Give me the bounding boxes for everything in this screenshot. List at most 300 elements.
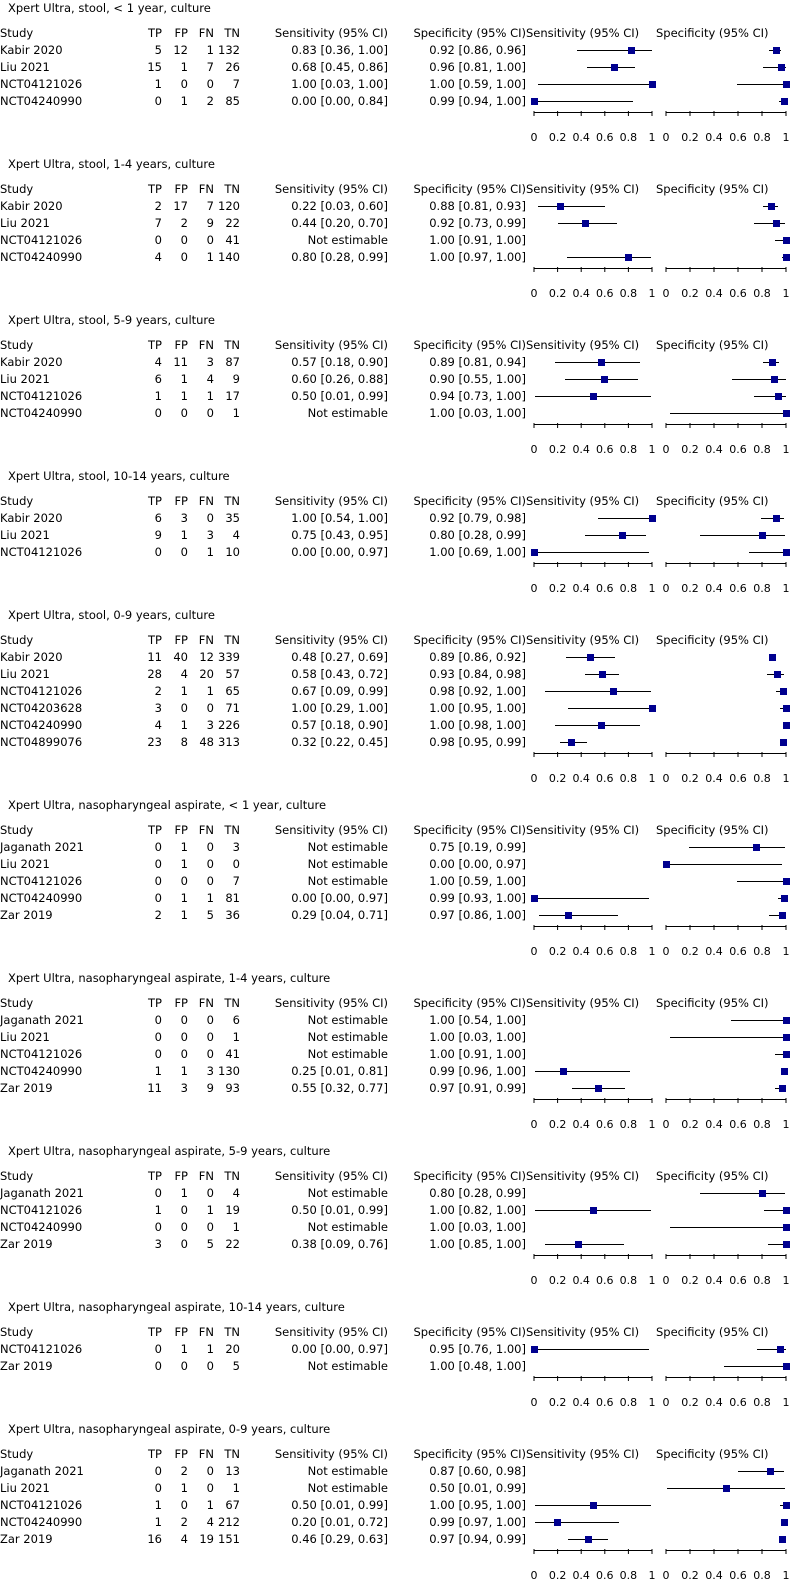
- cell-sensitivity-plot: [526, 907, 656, 924]
- cell-sensitivity-plot: [526, 59, 656, 76]
- cell-tn: 1: [232, 1481, 240, 1495]
- table-row: [0, 198, 798, 215]
- sensitivity-axis-tick-label: 0: [530, 442, 538, 456]
- sensitivity-axis-tick-label: 0.4: [572, 442, 590, 456]
- cell-specificity-text: 0.89 [0.86, 0.92]: [429, 650, 526, 664]
- cell-study: NCT04240990: [0, 1220, 83, 1234]
- sensitivity-axis-tick-label: 0.4: [572, 1568, 590, 1582]
- sensitivity-axis-tick-label: 0.6: [596, 442, 614, 456]
- cell-specificity-text: 0.99 [0.93, 1.00]: [429, 891, 526, 905]
- cell-sensitivity-plot: [526, 1219, 656, 1236]
- cell-specificity-plot: [656, 405, 798, 422]
- col-header-fp: FP: [174, 338, 188, 352]
- col-header-tp: TP: [148, 633, 162, 647]
- plot-header-sensitivity: Sensitivity (95% CI): [526, 494, 640, 508]
- sensitivity-axis-tick-label: 0.8: [619, 1395, 638, 1409]
- col-header-tp: TP: [148, 996, 162, 1010]
- specificity-axis-labels: [656, 283, 798, 300]
- specificity-axis-tick-label: 0.6: [729, 1395, 747, 1409]
- cell-fn: 0: [206, 701, 214, 715]
- cell-fn: 0: [206, 1013, 214, 1027]
- axis-label-spacer: [0, 768, 526, 785]
- sensitivity-axis-tick-label: 0.2: [548, 1117, 567, 1131]
- table-row: [0, 1202, 798, 1219]
- cell-study: Kabir 2020: [0, 355, 63, 369]
- cell-specificity-text: 1.00 [0.91, 1.00]: [429, 1047, 526, 1061]
- cell-fn: 4: [206, 1515, 214, 1529]
- sensitivity-axis-tick-label: 0.2: [548, 286, 567, 300]
- cell-tp: 0: [154, 1220, 162, 1234]
- cell-fn: 9: [206, 216, 214, 230]
- table-row: [0, 907, 798, 924]
- sensitivity-point-marker: [601, 376, 608, 383]
- specificity-axis-cell: [656, 924, 798, 941]
- cell-specificity-plot: [656, 1046, 798, 1063]
- axis-label-spacer: [0, 439, 526, 456]
- plot-header-specificity: Specificity (95% CI): [656, 823, 769, 837]
- cell-specificity-text: 1.00 [0.97, 1.00]: [429, 250, 526, 264]
- specificity-point-marker: [759, 532, 766, 539]
- cell-tn: 7: [232, 874, 240, 888]
- specificity-ci-line: [749, 552, 786, 553]
- cell-tn: 17: [225, 389, 240, 403]
- cell-tp: 0: [154, 840, 162, 854]
- forest-panel: [0, 0, 790, 156]
- table-row: [0, 1080, 798, 1097]
- col-header-tp: TP: [148, 823, 162, 837]
- cell-sensitivity-plot: [526, 1012, 656, 1029]
- sensitivity-axis-labels: [526, 941, 656, 958]
- sensitivity-axis-tick-label: 0: [530, 1395, 538, 1409]
- cell-sensitivity-text: 0.00 [0.00, 0.97]: [291, 891, 388, 905]
- cell-fn: 3: [206, 1064, 214, 1078]
- specificity-ci-line: [738, 1471, 784, 1472]
- sensitivity-axis-tick-label: 0: [530, 130, 538, 144]
- axis-row-spacer: [0, 110, 526, 127]
- cell-fp: 0: [180, 1013, 188, 1027]
- cell-specificity-plot: [656, 1358, 798, 1375]
- sensitivity-axis-tick-label: 0.6: [596, 1568, 614, 1582]
- axis-row: [0, 266, 798, 283]
- cell-tn: 1: [232, 1220, 240, 1234]
- axis-row-spacer: [0, 1548, 526, 1565]
- axis-label-spacer: [0, 127, 526, 144]
- cell-tn: 22: [225, 1237, 240, 1251]
- cell-tp: 6: [154, 372, 162, 386]
- cell-fn: 48: [199, 735, 214, 749]
- cell-fn: 1: [206, 684, 214, 698]
- specificity-axis-labels: [656, 941, 798, 958]
- cell-fp: 1: [180, 1481, 188, 1495]
- col-header-sensitivity: Sensitivity (95% CI): [274, 823, 388, 837]
- table-row: [0, 510, 798, 527]
- axis-row-spacer: [0, 266, 526, 283]
- specificity-axis-tick-label: 0.6: [729, 286, 747, 300]
- cell-tn: 85: [225, 94, 240, 108]
- panel-title: Xpert Ultra, stool, < 1 year, culture: [8, 1, 211, 15]
- sensitivity-point-marker: [595, 1085, 602, 1092]
- axis-label-row: [0, 439, 798, 456]
- cell-tp: 0: [154, 891, 162, 905]
- cell-tn: 87: [225, 355, 240, 369]
- table-row: [0, 856, 798, 873]
- table-row: [0, 890, 798, 907]
- cell-fp: 1: [180, 840, 188, 854]
- sensitivity-axis-tick-label: 0.8: [619, 1568, 638, 1582]
- sensitivity-point-marker: [598, 359, 605, 366]
- specificity-axis-tick-label: 0: [662, 771, 670, 785]
- specificity-point-marker: [783, 549, 790, 556]
- cell-sensitivity-plot: [526, 388, 656, 405]
- cell-study: Zar 2019: [0, 1532, 53, 1546]
- sensitivity-point-marker: [582, 220, 589, 227]
- cell-tn: 0: [232, 857, 240, 871]
- col-header-fp: FP: [174, 1325, 188, 1339]
- cell-fn: 3: [206, 718, 214, 732]
- cell-study: NCT04121026: [0, 1498, 83, 1512]
- cell-tn: 81: [225, 891, 240, 905]
- cell-tp: 7: [154, 216, 162, 230]
- specificity-axis-tick-label: 0.4: [705, 130, 723, 144]
- cell-fp: 0: [180, 1047, 188, 1061]
- specificity-point-marker: [783, 1051, 790, 1058]
- table-header-row: [0, 25, 798, 42]
- axis: [656, 1549, 798, 1565]
- sensitivity-axis-tick-label: 0.2: [548, 771, 567, 785]
- table-row: [0, 1012, 798, 1029]
- sensitivity-point-marker: [628, 47, 635, 54]
- sensitivity-axis-cell: [526, 561, 656, 578]
- cell-specificity-text: 0.92 [0.86, 0.96]: [429, 43, 526, 57]
- cell-fn: 0: [206, 1030, 214, 1044]
- sensitivity-axis-tick-label: 0.2: [548, 442, 567, 456]
- cell-specificity-plot: [656, 1012, 798, 1029]
- col-header-tn: TN: [224, 633, 240, 647]
- cell-sensitivity-plot: [526, 1236, 656, 1253]
- col-header-tp: TP: [148, 338, 162, 352]
- specificity-axis-labels: [656, 578, 798, 595]
- cell-fp: 0: [180, 1220, 188, 1234]
- axis: [656, 1376, 798, 1392]
- table-row: [0, 388, 798, 405]
- plot-header-sensitivity: Sensitivity (95% CI): [526, 26, 640, 40]
- sensitivity-ci-line: [538, 84, 653, 85]
- cell-study: Jaganath 2021: [0, 840, 84, 854]
- cell-fn: 20: [199, 667, 214, 681]
- table-row: [0, 1531, 798, 1548]
- axis-row: [0, 924, 798, 941]
- cell-sensitivity-text: 0.68 [0.45, 0.86]: [291, 60, 388, 74]
- cell-specificity-text: 1.00 [0.59, 1.00]: [429, 77, 526, 91]
- sensitivity-axis-tick-label: 0.2: [548, 1395, 567, 1409]
- axis-label-row: [0, 1392, 798, 1409]
- cell-tn: 6: [232, 1013, 240, 1027]
- table-row: [0, 1358, 798, 1375]
- specificity-point-marker: [769, 359, 776, 366]
- specificity-ci-line: [670, 413, 786, 414]
- cell-tp: 9: [154, 528, 162, 542]
- cell-fn: 2: [206, 94, 214, 108]
- col-header-sensitivity: Sensitivity (95% CI): [274, 26, 388, 40]
- panel-body: [0, 1168, 790, 1287]
- cell-sensitivity-plot: [526, 215, 656, 232]
- col-header-specificity: Specificity (95% CI): [413, 823, 526, 837]
- cell-sensitivity-text: 0.44 [0.20, 0.70]: [291, 216, 388, 230]
- sensitivity-ci-line: [539, 915, 618, 916]
- col-header-fn: FN: [198, 823, 214, 837]
- panel-body: [0, 632, 790, 785]
- cell-tn: 120: [218, 199, 240, 213]
- cell-fn: 0: [206, 233, 214, 247]
- table-row: [0, 42, 798, 59]
- col-header-study: Study: [0, 182, 34, 196]
- forest-panel: [0, 1421, 790, 1594]
- col-header-fn: FN: [198, 996, 214, 1010]
- specificity-point-marker: [773, 220, 780, 227]
- sensitivity-axis-tick-label: 0.8: [619, 581, 638, 595]
- table-row: [0, 1497, 798, 1514]
- cell-specificity-plot: [656, 544, 798, 561]
- specificity-point-marker: [773, 515, 780, 522]
- col-header-sensitivity: Sensitivity (95% CI): [274, 996, 388, 1010]
- cell-specificity-text: 0.99 [0.94, 1.00]: [429, 94, 526, 108]
- plot-header-sensitivity: Sensitivity (95% CI): [526, 823, 640, 837]
- forest-panel: [0, 1143, 790, 1299]
- cell-tn: 7: [232, 77, 240, 91]
- cell-specificity-plot: [656, 1080, 798, 1097]
- cell-specificity-plot: [656, 510, 798, 527]
- cell-specificity-plot: [656, 198, 798, 215]
- sensitivity-axis-tick-label: 0: [530, 581, 538, 595]
- table-row: [0, 1046, 798, 1063]
- specificity-axis-tick-label: 0.8: [753, 771, 771, 785]
- cell-study: Liu 2021: [0, 60, 50, 74]
- specificity-axis-labels: [656, 1114, 798, 1131]
- cell-sensitivity-plot: [526, 232, 656, 249]
- table-row: [0, 354, 798, 371]
- cell-specificity-plot: [656, 1185, 798, 1202]
- plot-header-sensitivity: Sensitivity (95% CI): [526, 1325, 640, 1339]
- cell-specificity-plot: [656, 1219, 798, 1236]
- col-header-fp: FP: [174, 182, 188, 196]
- cell-tp: 2: [154, 199, 162, 213]
- sensitivity-axis-tick-label: 0.8: [619, 286, 638, 300]
- specificity-ci-line: [732, 379, 786, 380]
- specificity-axis-tick-label: 0.8: [753, 1117, 771, 1131]
- axis: [526, 1098, 656, 1114]
- col-header-study: Study: [0, 823, 34, 837]
- axis-label-spacer: [0, 1565, 526, 1582]
- cell-study: NCT04121026: [0, 545, 83, 559]
- specificity-point-marker: [781, 895, 788, 902]
- cell-tn: 22: [225, 216, 240, 230]
- sensitivity-ci-line: [534, 1349, 649, 1350]
- specificity-axis-tick-label: 1: [782, 286, 790, 300]
- col-header-specificity: Specificity (95% CI): [413, 633, 526, 647]
- table-row: [0, 700, 798, 717]
- sensitivity-axis-labels: [526, 1114, 656, 1131]
- sensitivity-axis-tick-label: 0.6: [596, 130, 614, 144]
- specificity-axis-tick-label: 0: [662, 1117, 670, 1131]
- specificity-point-marker: [781, 1519, 788, 1526]
- panel-title: Xpert Ultra, nasopharyngeal aspirate, 1-4 years, culture: [8, 971, 331, 985]
- forest-table: [0, 1168, 798, 1287]
- sensitivity-axis-tick-label: 0.2: [548, 581, 567, 595]
- cell-tp: 0: [154, 406, 162, 420]
- cell-sensitivity-text: 0.48 [0.27, 0.69]: [291, 650, 388, 664]
- sensitivity-axis-tick-label: 0.8: [619, 130, 638, 144]
- cell-tn: 35: [225, 511, 240, 525]
- table-header-row: [0, 337, 798, 354]
- specificity-point-marker: [780, 688, 787, 695]
- cell-sensitivity-text: 0.22 [0.03, 0.60]: [291, 199, 388, 213]
- cell-specificity-plot: [656, 873, 798, 890]
- cell-specificity-plot: [656, 649, 798, 666]
- sensitivity-axis-tick-label: 0.8: [619, 771, 638, 785]
- panel-title: Xpert Ultra, stool, 5-9 years, culture: [8, 313, 215, 327]
- cell-fn: 1: [206, 43, 214, 57]
- cell-sensitivity-plot: [526, 42, 656, 59]
- cell-fn: 0: [206, 1186, 214, 1200]
- axis-row-spacer: [0, 1097, 526, 1114]
- cell-tn: 65: [225, 684, 240, 698]
- cell-specificity-text: 0.89 [0.81, 0.94]: [429, 355, 526, 369]
- cell-fn: 4: [206, 372, 214, 386]
- specificity-axis-tick-label: 0.2: [681, 1568, 699, 1582]
- cell-fn: 3: [206, 528, 214, 542]
- cell-study: Kabir 2020: [0, 650, 63, 664]
- cell-specificity-plot: [656, 734, 798, 751]
- cell-specificity-text: 0.94 [0.73, 1.00]: [429, 389, 526, 403]
- forest-table: [0, 632, 798, 785]
- cell-tn: 151: [218, 1532, 240, 1546]
- axis-row-spacer: [0, 924, 526, 941]
- cell-study: NCT04121026: [0, 233, 83, 247]
- plot-header-sensitivity: Sensitivity (95% CI): [526, 996, 640, 1010]
- axis: [526, 562, 656, 578]
- sensitivity-axis-tick-label: 0.2: [548, 944, 567, 958]
- axis-row: [0, 1548, 798, 1565]
- cell-tp: 0: [154, 1047, 162, 1061]
- specificity-ci-line: [737, 881, 786, 882]
- col-header-sensitivity: Sensitivity (95% CI): [274, 1169, 388, 1183]
- axis: [656, 423, 798, 439]
- sensitivity-axis-labels: [526, 1565, 656, 1582]
- cell-fp: 1: [180, 372, 188, 386]
- cell-specificity-plot: [656, 1514, 798, 1531]
- table-row: [0, 93, 798, 110]
- specificity-point-marker: [780, 739, 787, 746]
- cell-fn: 0: [206, 1047, 214, 1061]
- sensitivity-point-marker: [625, 254, 632, 261]
- sensitivity-axis-tick-label: 0.4: [572, 944, 590, 958]
- sensitivity-axis-tick-label: 0: [530, 1568, 538, 1582]
- cell-specificity-plot: [656, 76, 798, 93]
- cell-sensitivity-plot: [526, 249, 656, 266]
- sensitivity-ci-line: [568, 708, 652, 709]
- specificity-axis-cell: [656, 110, 798, 127]
- cell-sensitivity-plot: [526, 666, 656, 683]
- cell-study: Zar 2019: [0, 1359, 53, 1373]
- cell-specificity-text: 0.98 [0.92, 1.00]: [429, 684, 526, 698]
- cell-sensitivity-plot: [526, 1080, 656, 1097]
- cell-fp: 1: [180, 528, 188, 542]
- cell-sensitivity-plot: [526, 76, 656, 93]
- axis: [526, 267, 656, 283]
- sensitivity-point-marker: [531, 549, 538, 556]
- cell-sensitivity-plot: [526, 839, 656, 856]
- axis-label-row: [0, 578, 798, 595]
- col-header-study: Study: [0, 1325, 34, 1339]
- axis: [526, 1254, 656, 1270]
- cell-fp: 1: [180, 857, 188, 871]
- specificity-point-marker: [783, 237, 790, 244]
- col-header-sensitivity: Sensitivity (95% CI): [274, 1325, 388, 1339]
- table-row: [0, 76, 798, 93]
- specificity-point-marker: [779, 1536, 786, 1543]
- cell-fp: 1: [180, 60, 188, 74]
- sensitivity-axis-tick-label: 0.4: [572, 1395, 590, 1409]
- cell-study: NCT04121026: [0, 1342, 83, 1356]
- cell-fn: 1: [206, 1498, 214, 1512]
- axis-label-spacer: [0, 941, 526, 958]
- sensitivity-ci-line: [545, 691, 651, 692]
- cell-tn: 140: [218, 250, 240, 264]
- col-header-tp: TP: [148, 494, 162, 508]
- cell-specificity-text: 0.50 [0.01, 0.99]: [429, 1481, 526, 1495]
- specificity-axis-tick-label: 0.2: [681, 1395, 699, 1409]
- cell-specificity-plot: [656, 1029, 798, 1046]
- sensitivity-axis-tick-label: 0: [530, 1273, 538, 1287]
- cell-fn: 0: [206, 1220, 214, 1234]
- cell-fn: 1: [206, 891, 214, 905]
- cell-sensitivity-text: 0.32 [0.22, 0.45]: [291, 735, 388, 749]
- cell-sensitivity-plot: [526, 1358, 656, 1375]
- forest-panel: [0, 312, 790, 468]
- specificity-axis-tick-label: 0.6: [729, 130, 747, 144]
- cell-study: NCT04240990: [0, 718, 83, 732]
- sensitivity-point-marker: [649, 81, 656, 88]
- table-row: [0, 405, 798, 422]
- cell-specificity-text: 1.00 [0.98, 1.00]: [429, 718, 526, 732]
- cell-specificity-text: 0.92 [0.79, 0.98]: [429, 511, 526, 525]
- sensitivity-axis-tick-label: 0.4: [572, 1117, 590, 1131]
- cell-fp: 0: [180, 250, 188, 264]
- specificity-point-marker: [779, 912, 786, 919]
- sensitivity-axis-tick-label: 1: [648, 944, 656, 958]
- specificity-ci-line: [724, 1366, 786, 1367]
- sensitivity-point-marker: [590, 1502, 597, 1509]
- specificity-axis-labels: [656, 1270, 798, 1287]
- specificity-axis-tick-label: 0: [662, 944, 670, 958]
- plot-header-sensitivity: Sensitivity (95% CI): [526, 1447, 640, 1461]
- cell-study: Kabir 2020: [0, 43, 63, 57]
- cell-sensitivity-plot: [526, 1029, 656, 1046]
- specificity-axis-tick-label: 0.8: [753, 581, 771, 595]
- col-header-study: Study: [0, 26, 34, 40]
- cell-tp: 5: [154, 43, 162, 57]
- axis: [656, 752, 798, 768]
- cell-sensitivity-plot: [526, 510, 656, 527]
- plot-header-specificity: Specificity (95% CI): [656, 1169, 769, 1183]
- specificity-axis-tick-label: 1: [782, 581, 790, 595]
- specificity-axis-tick-label: 0.4: [705, 1568, 723, 1582]
- cell-fp: 11: [173, 355, 188, 369]
- cell-tp: 0: [154, 857, 162, 871]
- specificity-point-marker: [783, 722, 790, 729]
- axis: [526, 1376, 656, 1392]
- sensitivity-axis-tick-label: 0: [530, 1117, 538, 1131]
